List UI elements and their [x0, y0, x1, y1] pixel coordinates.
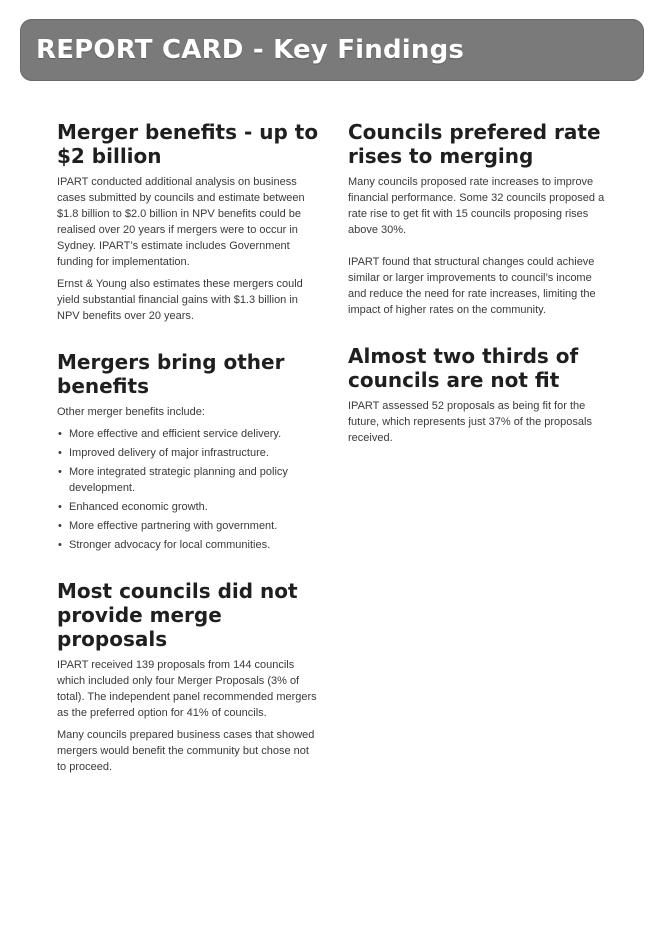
list-item: • Improved delivery of major infrastructure.: [57, 445, 319, 461]
right-column: [348, 120, 610, 472]
list-item: • More effective and efficient service delivery.: [57, 426, 319, 442]
list-item: • More integrated strategic planning and policy development.: [57, 464, 319, 496]
list-item: • Stronger advocacy for local communities.: [57, 537, 319, 553]
section-merger-benefits: [57, 120, 319, 324]
list-item: • More effective partnering with government.: [57, 518, 319, 534]
section-rate-rises: [348, 120, 610, 318]
section-heading: Most councils did not provide merge proposals: [57, 579, 298, 651]
section-councils-not-fit: [348, 344, 610, 446]
section-other-benefits: [57, 350, 319, 553]
section-heading: Mergers bring other benefits: [57, 350, 285, 398]
list-item: • Enhanced economic growth.: [57, 499, 319, 515]
paragraph: IPART assessed 52 proposals as being fit for the future, which represents just 37% of the proposals received.: [348, 400, 592, 444]
section-heading: Almost two thirds of councils are not fit: [348, 344, 579, 392]
paragraph: IPART received 139 proposals from 144 councils which included only four Merger Proposals (3% of total). The independent panel recommended mergers as the preferred option for 41% of councils.: [57, 659, 317, 719]
paragraph: Many councils proposed rate increases to improve financial performance. Some 32 councils proposed a rate rise to get fit with 15 councils proposing rises above 30%.: [348, 176, 605, 236]
paragraph: Other merger benefits include:: [57, 406, 205, 418]
benefits-list: [57, 426, 319, 553]
paragraph: Ernst & Young also estimates these mergers could yield substantial financial gains with $1.3 billion in NPV benefits over 20 years.: [57, 278, 303, 322]
section-merge-proposals: [57, 579, 319, 775]
left-column: [57, 120, 319, 801]
section-heading: Merger benefits - up to $2 billion: [57, 120, 319, 168]
page-title: REPORT CARD - Key Findings: [36, 35, 465, 65]
section-heading: Councils prefered rate rises to merging: [348, 120, 601, 168]
paragraph: IPART found that structural changes could achieve similar or larger improvements to council’s income and reduce the need for rate increases, limiting the impact of higher rates on the community.: [348, 256, 596, 316]
report-card-header: [20, 19, 644, 81]
paragraph: Many councils prepared business cases that showed mergers would benefit the community but chose not to proceed.: [57, 729, 315, 773]
paragraph: IPART conducted additional analysis on business cases submitted by councils and estimate between $1.8 billion to $2.0 billion in NPV benefits could be realised over 20 years if mergers were to occur in Sydney. IPART’s estimate includes Government funding for implementation.: [57, 176, 305, 268]
